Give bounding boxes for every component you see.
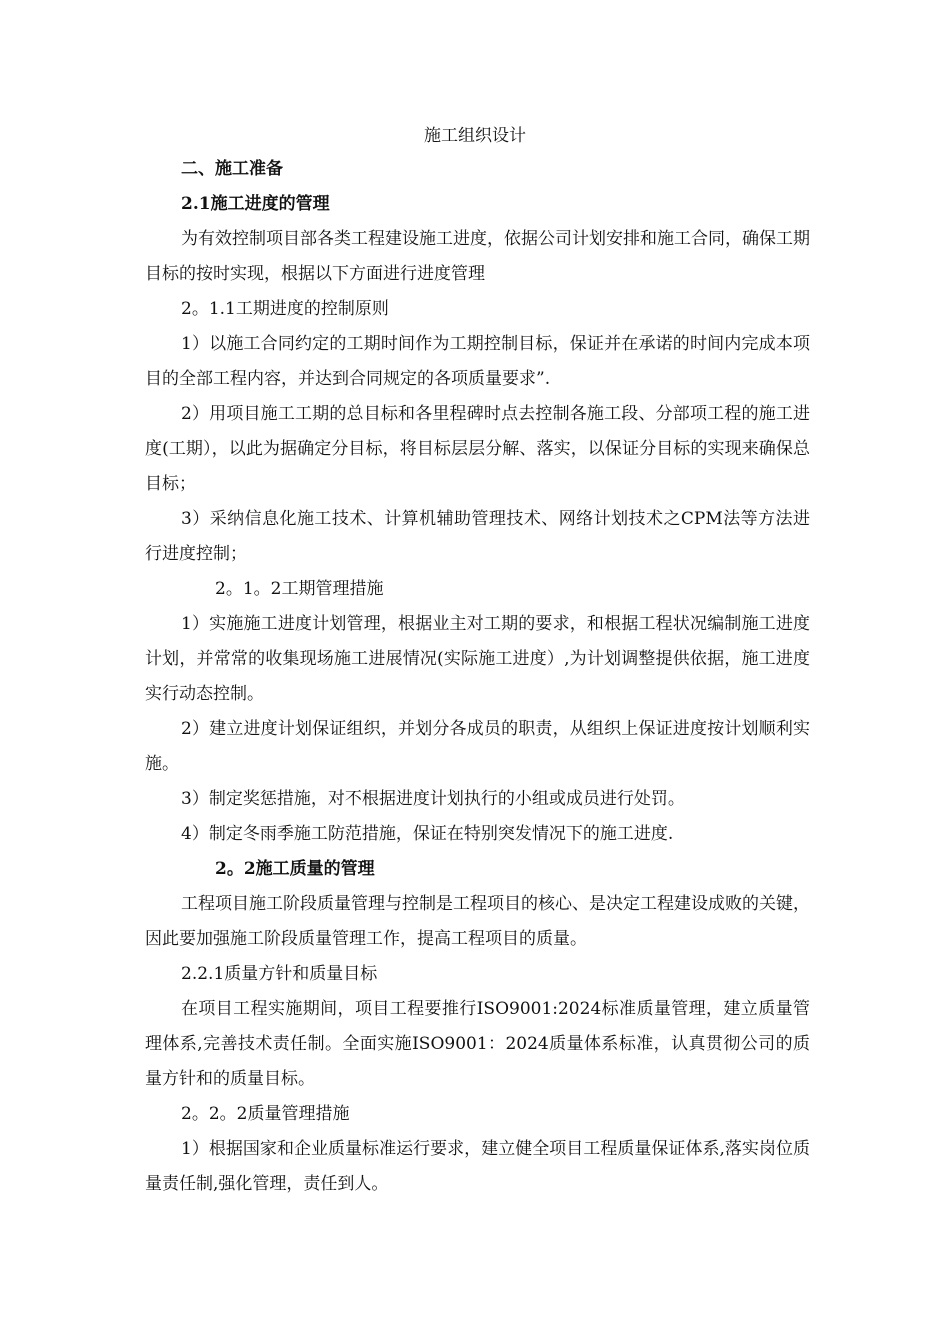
paragraph: 为有效控制项目部各类工程建设施工进度，依据公司计划安排和施工合同，确保工期目标的按时实现，根据以下方面进行进度管理 xyxy=(145,229,810,284)
paragraph: 2.2.1质量方针和质量目标 xyxy=(181,964,378,984)
paragraph: 2）建立进度计划保证组织，并划分各成员的职责，从组织上保证进度按计划顺利实施。 xyxy=(145,719,810,774)
paragraph: 3）制定奖惩措施，对不根据进度计划执行的小组或成员进行处罚。 xyxy=(181,789,685,809)
paragraph: 2。1。2工期管理措施 xyxy=(215,579,384,599)
paragraph: 2。1.1工期进度的控制原则 xyxy=(181,299,389,319)
section-heading: 二、施工准备 xyxy=(181,159,283,179)
paragraph: 1）实施施工进度计划管理，根据业主对工期的要求，和根据工程状况编制施工进度计划，并常常的收集现场施工进展情况(实际施工进度）,为计划调整提供依据，施工进度实行动态控制。 xyxy=(145,614,810,704)
subsection-heading: 2.1施工进度的管理 xyxy=(181,194,330,214)
subsection-heading: 2。2施工质量的管理 xyxy=(215,859,375,879)
document-body xyxy=(145,152,810,1202)
paragraph: 在项目工程实施期间，项目工程要推行ISO9001:2024标准质量管理，建立质量管理体系,完善技术责任制。全面实施ISO9001：2024质量体系标准，认真贯彻公司的质量方针和的质量目标。 xyxy=(145,999,810,1089)
paragraph: 1）根据国家和企业质量标准运行要求，建立健全项目工程质量保证体系,落实岗位质量责任制,强化管理，责任到人。 xyxy=(145,1139,810,1194)
paragraph: 工程项目施工阶段质量管理与控制是工程项目的核心、是决定工程建设成败的关键，因此要加强施工阶段质量管理工作，提高工程项目的质量。 xyxy=(145,894,810,949)
paragraph: 2）用项目施工工期的总目标和各里程碑时点去控制各施工段、分部项工程的施工进度(工期），以此为据确定分目标，将目标层层分解、落实，以保证分目标的实现来确保总目标； xyxy=(145,404,810,494)
document-title: 施工组织设计 xyxy=(424,126,526,146)
paragraph: 1）以施工合同约定的工期时间作为工期控制目标，保证并在承诺的时间内完成本项目的全部工程内容，并达到合同规定的各项质量要求”. xyxy=(145,334,810,389)
paragraph: 2。2。2质量管理措施 xyxy=(181,1104,350,1124)
paragraph: 3）采纳信息化施工技术、计算机辅助管理技术、网络计划技术之CPM法等方法进行进度控制； xyxy=(145,509,810,564)
paragraph: 4）制定冬雨季施工防范措施，保证在特别突发情况下的施工进度. xyxy=(181,824,674,844)
